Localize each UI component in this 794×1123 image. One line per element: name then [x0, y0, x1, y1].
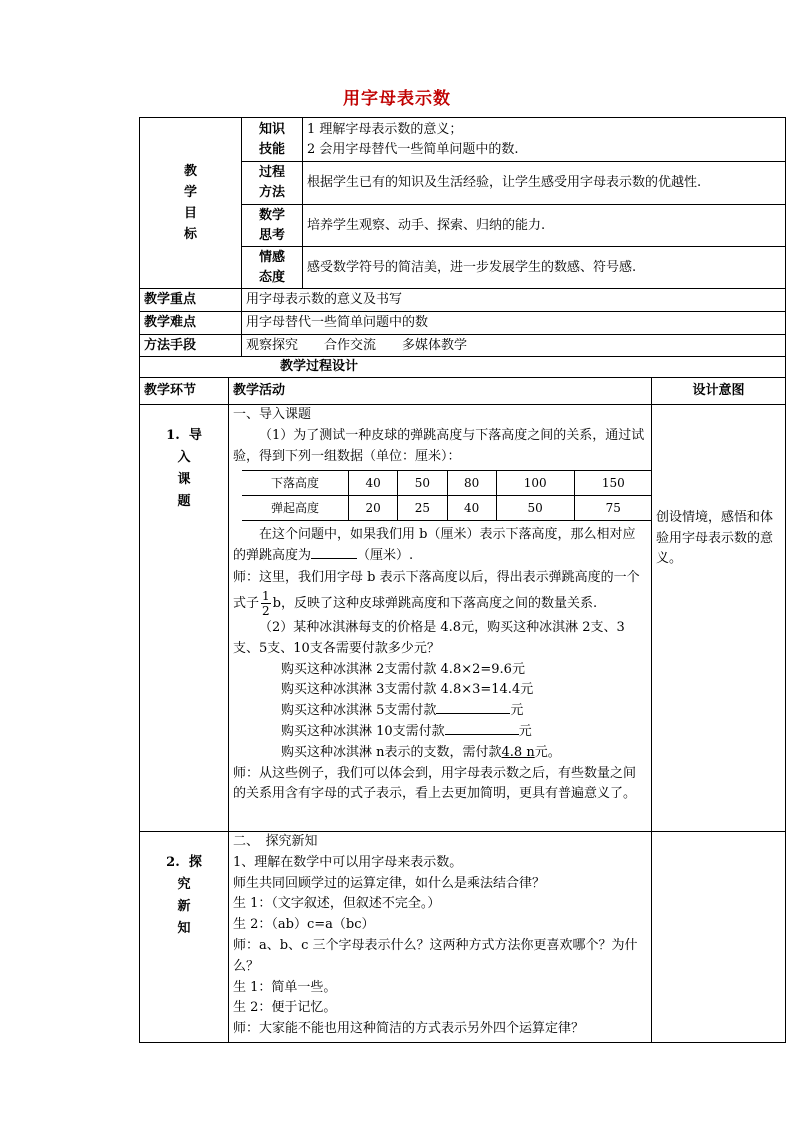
section1-p2: 在这个问题中，如果我们用 b（厘米）表示下落高度，那么相对应的弹跳高度为 （厘米）. — [233, 527, 636, 564]
objective-text-attitude: 感受数学符号的简洁美，进一步发展学生的数感、符号感. — [303, 247, 786, 289]
section1-buy2: 购买这种冰淇淋 3支需付款 4.8×3=14.4元 — [281, 682, 534, 698]
page-title: 用字母表示数 — [343, 89, 451, 109]
data-cell: 100 — [496, 471, 574, 496]
section1-title: 一、导入课题 — [233, 407, 312, 422]
section1-label: 1. 导 入 课 题 — [140, 405, 229, 832]
objective-text-process: 根据学生已有的知识及生活经验，让学生感受用字母表示数的优越性. — [303, 162, 786, 205]
difficulty-label: 教学难点 — [140, 312, 242, 335]
header-intent: 设计意图 — [652, 378, 786, 405]
data-cell: 40 — [349, 471, 398, 496]
objective-text-thinking: 培养学生观察、动手、探索、归纳的能力. — [303, 205, 786, 247]
methods-value: 观察探究 合作交流 多媒体教学 — [242, 335, 786, 357]
process-heading: 教学过程设计 — [140, 357, 786, 378]
data-cell: 40 — [447, 496, 496, 521]
section1-buy1: 购买这种冰淇淋 2支需付款 4.8×2=9.6元 — [281, 661, 525, 677]
section1-p4: （2）某种冰淇淋每支的价格是 4.8元，购买这种冰淇淋 2支、3支、5支、10支各需要付款多少元？ — [233, 619, 625, 656]
data-cell: 80 — [447, 471, 496, 496]
section2-line: 师：大家能不能也用这种简洁的方式表示另外四个运算定律？ — [233, 1021, 585, 1037]
section1-p3: 师：这里，我们用字母 b 表示下落高度以后，得出表示弹跳高度的一个式子 $\frac{1}{2}$ b，反映了这种皮球弹跳高度和下落高度之间的数量关系. — [233, 569, 640, 618]
difficulty-value: 用字母替代一些简单问题中的数 — [242, 312, 786, 335]
objective-sub-knowledge: 知识 技能 — [242, 118, 303, 162]
section1-p5: 师：从这些例子，我们可以体会到，用字母表示数之后，有些数量之间的关系用含有字母的式子表示，看上去更加简明，更具有普遍意义了。 — [233, 765, 637, 802]
section2-line: 生 1：简单一些。 — [233, 979, 337, 995]
objective-sub-thinking: 数学 思考 — [242, 205, 303, 247]
data-cell: 50 — [496, 496, 574, 521]
section1-buy4: 购买这种冰淇淋 10支需付款 元 — [281, 723, 532, 739]
section1-buy5: 购买这种冰淇淋 n表示的支数，需付款4.8 n元。 — [281, 744, 561, 760]
section2-line: 师：a、b、c 三个字母表示什么？这两种方式方法你更喜欢哪个？为什么？ — [233, 937, 638, 974]
objective-sub-attitude: 情感 态度 — [242, 247, 303, 289]
section1-intent: 创设情境，感悟和体验用字母表示数的意义。 — [652, 405, 786, 832]
data-cell: 弹起高度 — [242, 496, 349, 521]
data-cell: 下落高度 — [242, 471, 349, 496]
section1-p1: （1）为了测试一种皮球的弹跳高度与下落高度之间的关系，通过试验，得到下列一组数据（单位：厘米）： — [233, 427, 645, 464]
header-stage: 教学环节 — [140, 378, 229, 405]
data-cell: 150 — [574, 471, 652, 496]
data-cell: 20 — [349, 496, 398, 521]
section2-line: 生 1：（文字叙述，但叙述不完全。） — [233, 896, 441, 912]
data-cell: 75 — [574, 496, 652, 521]
section2-title: 二、 探究新知 — [233, 834, 318, 849]
data-cell: 25 — [398, 496, 447, 521]
section1-activity — [229, 405, 652, 832]
methods-label: 方法手段 — [140, 335, 242, 357]
fraction-half: $\frac{1}{2}$ — [262, 588, 270, 618]
key-points-value: 用字母表示数的意义及书写 — [242, 289, 786, 312]
objective-text-knowledge: 1 理解字母表示数的意义； 2 会用字母替代一些简单问题中的数. — [303, 118, 786, 162]
section2-line: 1、理解在数学中可以用字母来表示数。 — [233, 854, 463, 870]
header-activity: 教学活动 — [229, 378, 652, 405]
bounce-data-table — [242, 470, 652, 521]
key-points-label: 教学重点 — [140, 289, 242, 312]
section1-buy3: 购买这种冰淇淋 5支需付款 元 — [281, 703, 524, 719]
objectives-label: 教 学 目 标 — [140, 118, 242, 289]
section2-line: 生 2：（ab）c=a（bc） — [233, 917, 375, 933]
data-cell: 50 — [398, 471, 447, 496]
objective-sub-process: 过程 方法 — [242, 162, 303, 205]
section2-line: 师生共同回顾学过的运算定律，如什么是乘法结合律？ — [233, 875, 546, 891]
section2-line: 生 2：便于记忆。 — [233, 1000, 337, 1016]
lesson-plan-table — [139, 117, 786, 1043]
section2-activity — [229, 832, 652, 1043]
section2-intent — [652, 832, 786, 1043]
section2-label: 2. 探 究 新 知 — [140, 832, 229, 1043]
